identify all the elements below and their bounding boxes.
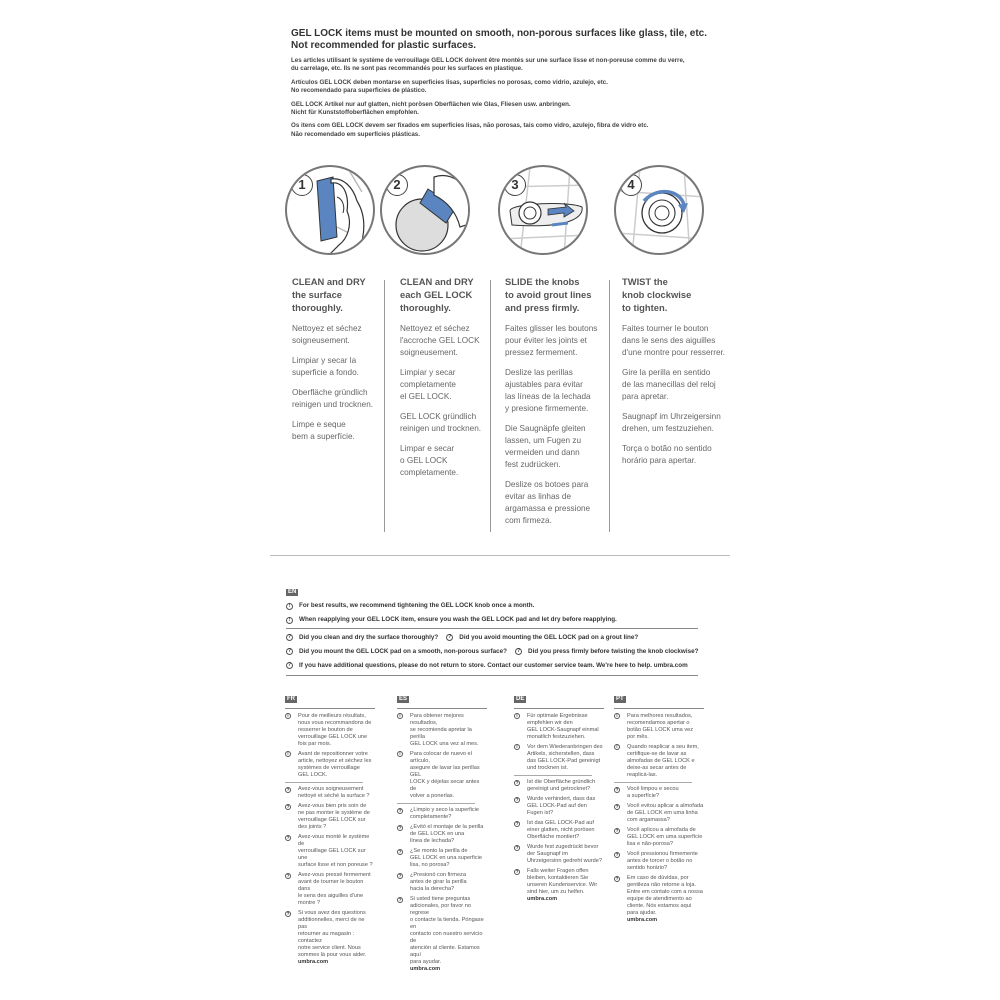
column-es: [397, 687, 487, 976]
tip-item: ! Für optimale Ergebnisse empfehlen wir den GEL LOCK-Saugnapf einmal monatlich festzuziehen.: [514, 713, 604, 741]
divider: [384, 280, 385, 532]
english-section: [286, 580, 716, 676]
info-icon: !: [286, 617, 293, 624]
intro-heading: GEL LOCK items must be mounted on smooth, non-porous surfaces like glass, tile, etc. Not recommended for plastic surfaces.: [291, 28, 707, 51]
lang-tag-fr: FR: [287, 696, 295, 702]
step-4-title: TWIST the knob clockwise to tighten.: [622, 276, 692, 313]
info-icon: !: [286, 603, 293, 610]
question-icon: ?: [515, 868, 519, 874]
lang-tag-de: DE: [516, 696, 525, 702]
intro-pt: Os itens com GEL LOCK devem ser fixados em superfícies lisas, não porosas, tais como vidro, azulejo, fibra de vidro etc. Não recomendado em superfícies plásticas.: [291, 122, 649, 138]
contact-item: ? Falls weiter Fragen offen bleiben, kontaktieren Sie unseren Kundenservice. Wir sind hier, um zu helfen. umbra.com: [515, 868, 598, 903]
contact-item: ? Em caso de dúvidas, por gentileza não retorne a loja. Entre em contato com a nossa equipe de atendimento ao cliente. Nós estamos aqui para ajudar. umbra.com: [615, 875, 703, 924]
intro-es: Artículos GEL LOCK deben montarse en superficies lisas, superficies no porosas, como vidrio, azulejo, etc. No recomendado para superficies de plástico.: [291, 78, 608, 95]
step-2-de: GEL LOCK gründlich reinigen und trocknen.: [400, 412, 482, 433]
tip-item: ! Vor dem Wiederanbringen des Artikels, sicherstellen, dass das GEL LOCK-Pad gereinigt und trocknen ist.: [514, 744, 604, 772]
question-icon: ?: [287, 662, 292, 669]
en-questions-2: ? Did you mount the GEL LOCK pad on a smooth, non-porous surface? ? Did you press firmly before twisting the knob clockwise?: [287, 647, 699, 655]
column-pt: [614, 687, 704, 927]
step-1-number: 1: [291, 174, 313, 196]
tip-item: ! Quando reaplicar a seu item, certifique-se de lavar as almofadas de GEL LOCK e deixe-as secar antes de reaplicá-las.: [614, 744, 704, 779]
question-icon: ?: [515, 796, 519, 802]
step-2-title: CLEAN and DRY each GEL LOCK thoroughly.: [400, 276, 474, 313]
en-questions-1: ? Did you clean and dry the surface thoroughly? ? Did you avoid mounting the GEL LOCK pad on a grout line?: [287, 633, 639, 641]
question-icon: ?: [615, 827, 619, 833]
step-2-es: Limpiar y secar completamente el GEL LOCK.: [400, 368, 456, 401]
question-icon: ?: [515, 844, 519, 850]
step-4-fr: Faites tourner le bouton dans le sens des aiguilles d'une montre pour resserrer.: [622, 324, 726, 357]
question-icon: ?: [286, 834, 290, 840]
question-item: ? Avez-vous monté le système de verrouillage GEL LOCK sur une surface lisse et non poreuse ?: [286, 834, 373, 869]
step-4-number: 4: [620, 174, 642, 196]
tip-item: ! Para colocar de nuevo el artículo, asegure de lavar las perillas GEL LOCK y déjelas secar antes de volver a ponerlas.: [397, 751, 487, 800]
rule: [285, 708, 375, 709]
question-item: ? Avez-vous soigneusement nettoyé et séché la surface ?: [286, 786, 370, 800]
question-icon: ?: [286, 872, 290, 878]
info-icon: !: [397, 713, 403, 719]
question-item: ? Você aplicou a almofada de GEL LOCK em uma superfície lisa e não-porosa?: [615, 827, 703, 848]
step-4-pt: Torça o botão no sentido horário para apertar.: [622, 444, 712, 465]
question-item: ? Wurde fest zugedrückt bevor der Saugnapf im Uhrzeigersinn gedreht wurde?: [515, 844, 602, 865]
step-4-es: Gire la perilla en sentido de las manecillas del reloj para apretar.: [622, 368, 716, 401]
en-contact: ? If you have additional questions, please do not return to store. Contact our customer service team. We're here to help. umbra.com: [287, 661, 688, 669]
question-icon: ?: [517, 648, 521, 655]
step-1-pt: Limpe e seque bem a superfície.: [292, 420, 355, 441]
step-1-fr: Nettoyez et séchez soigneusement.: [292, 324, 362, 345]
rule: [514, 708, 604, 709]
question-item: ? ¿Presionó con firmeza antes de girar la perilla hacia la derecha?: [398, 872, 467, 893]
rule: [285, 782, 363, 783]
rule: [286, 628, 698, 629]
lang-tag-en: EN: [288, 589, 297, 595]
step-3-number: 3: [504, 174, 526, 196]
step-3-text: [505, 275, 617, 535]
section-separator: [270, 555, 730, 556]
question-icon: ?: [398, 824, 402, 830]
lang-tag-pt: PT: [616, 696, 624, 702]
step-1-illustration: [285, 165, 375, 255]
step-2-pt: Limpar e secar o GEL LOCK completamente.: [400, 444, 459, 477]
question-icon: ?: [287, 648, 292, 655]
step-2-fr: Nettoyez et séchez l'accroche GEL LOCK soigneusement.: [400, 324, 480, 357]
step-3-illustration: [498, 165, 588, 255]
step-3-title: SLIDE the knobs to avoid grout lines and press firmly.: [505, 276, 592, 313]
step-3-es: Deslize las perillas ajustables para evitar las líneas de la lechada y presione firmemente.: [505, 368, 591, 413]
question-item: ? ¿Limpio y seco la superficie completamente?: [398, 807, 480, 821]
question-icon: ?: [287, 634, 292, 641]
question-item: ? Wurde verhindert, dass das GEL LOCK-Pad auf den Fugen ist?: [515, 796, 596, 817]
step-4-de: Saugnapf im Uhrzeigersinn drehen, um festzuziehen.: [622, 412, 721, 433]
intro-block: [291, 28, 711, 139]
rule: [286, 675, 698, 676]
info-icon: !: [285, 713, 291, 719]
step-1-es: Limpiar y secar la superficie a fondo.: [292, 356, 359, 377]
step-1-de: Oberfläche gründlich reinigen und trocknen.: [292, 388, 374, 409]
question-item: ? Avez-vous bien pris soin de ne pas monter le système de verrouillage GEL LOCK sur des joints ?: [286, 803, 370, 831]
step-3-pt: Deslize os botoes para evitar as linhas de argamassa e pressione com firmeza.: [505, 480, 591, 525]
question-icon: ?: [286, 910, 290, 916]
rule: [614, 782, 692, 783]
intro-fr: Les articles utilisant le système de verrouillage GEL LOCK doivent être montés sur une surface lisse et non-poreuse comme du verre, du carrelage, etc. Ils ne sont pas recommandés pour les surfaces en plastique.: [291, 57, 685, 73]
step-2-illustration: [380, 165, 470, 255]
tip-item: ! Para melhores resultados, recomendamos apertar o botão GEL LOCK uma vez por mês.: [614, 713, 704, 741]
question-icon: ?: [398, 896, 402, 902]
en-tip-2: ! When reapplying your GEL LOCK item, ensure you wash the GEL LOCK pad and let dry before reapplying.: [286, 616, 716, 624]
contact-item: ? Si vous avez des questions additionnelles, merci de ne pas retourner au magasin : contactez notre service client. Nous sommes là pour vous aider. umbra.com: [286, 910, 367, 966]
step-4-illustration: [614, 165, 704, 255]
step-3-fr: Faites glisser les boutons pour éviter les joints et pressez fermement.: [505, 324, 598, 357]
question-icon: ?: [398, 848, 402, 854]
question-item: ? ¿Se monto la perilla de GEL LOCK en una superficie lisa, no porosa?: [398, 848, 482, 869]
question-item: ? Ist das GEL LOCK-Pad auf einer glatten, nicht porösen Oberfläche montiert?: [515, 820, 595, 841]
lang-tag-es: ES: [399, 696, 408, 702]
question-icon: ?: [448, 634, 452, 641]
question-icon: ?: [398, 807, 402, 813]
rule: [614, 708, 704, 709]
question-icon: ?: [615, 786, 619, 792]
tip-item: ! Pour de meilleurs résultats, nous vous recommandons de resserrer le bouton de verrouillage GEL LOCK une fois par mois.: [285, 713, 375, 748]
step-1-title: CLEAN and DRY the surface thoroughly.: [292, 276, 366, 313]
question-item: ? Você evitou aplicar a almofada de GEL LOCK em uma linha com argamassa?: [615, 803, 704, 824]
question-item: ? Ist die Oberfläche gründlich gereinigt und getrocknet?: [515, 779, 596, 793]
question-icon: ?: [398, 872, 402, 878]
column-fr: [285, 687, 375, 969]
intro-de: GEL LOCK Artikel nur auf glatten, nicht porösen Oberflächen wie Glas, Fliesen usw. anbringen. Nicht für Kunststoffoberflächen empfohlen.: [291, 100, 571, 117]
info-icon: !: [614, 744, 620, 750]
rule: [397, 803, 475, 804]
info-icon: !: [514, 713, 520, 719]
contact-item: ? Si usted tiene preguntas adicionales, por favor no regrese o contacte la tienda. Póngase en contacto con nuestro servicio de atención al cliente. Estamos aquí para ayudar. umbra.com: [398, 896, 484, 973]
question-item: ? Você limpou e secou a superfície?: [615, 786, 679, 800]
info-icon: !: [285, 751, 291, 757]
tip-item: ! Para obtener mejores resultados, se recomienda apretar la perilla GEL LOCK una vez al mes.: [397, 713, 487, 748]
step-2-number: 2: [386, 174, 408, 196]
question-item: ? Você pressionou firmemente antes de torcer o botão no sentido horário?: [615, 851, 698, 872]
question-item: ? ¿Evitó el montaje de la perilla de GEL LOCK en una línea de lechada?: [398, 824, 484, 845]
rule: [397, 708, 487, 709]
divider: [609, 280, 610, 532]
question-icon: ?: [286, 803, 290, 809]
question-icon: ?: [286, 786, 290, 792]
question-icon: ?: [515, 779, 519, 785]
rule: [514, 775, 592, 776]
divider: [490, 280, 491, 532]
question-icon: ?: [515, 820, 519, 826]
column-de: [514, 687, 604, 906]
question-icon: ?: [615, 803, 619, 809]
info-icon: !: [614, 713, 620, 719]
step-4-text: [622, 275, 742, 475]
step-3-de: Die Saugnäpfe gleiten lassen, um Fugen zu vermeiden und dann fest zudrücken.: [505, 424, 586, 469]
info-icon: !: [397, 751, 403, 757]
question-icon: ?: [615, 875, 619, 881]
question-item: ? Avez-vous pressé fermement avant de tourner le bouton dans le sens des aiguilles d'une montre ?: [286, 872, 371, 907]
step-2-text: [400, 275, 508, 487]
tip-item: ! Avant de repositionner votre article, nettoyez et séchez les systèmes de verrouillage GEL LOCK.: [285, 751, 375, 779]
info-icon: !: [514, 744, 520, 750]
question-icon: ?: [615, 851, 619, 857]
en-tip-1: ! For best results, we recommend tightening the GEL LOCK knob once a month.: [286, 602, 716, 610]
